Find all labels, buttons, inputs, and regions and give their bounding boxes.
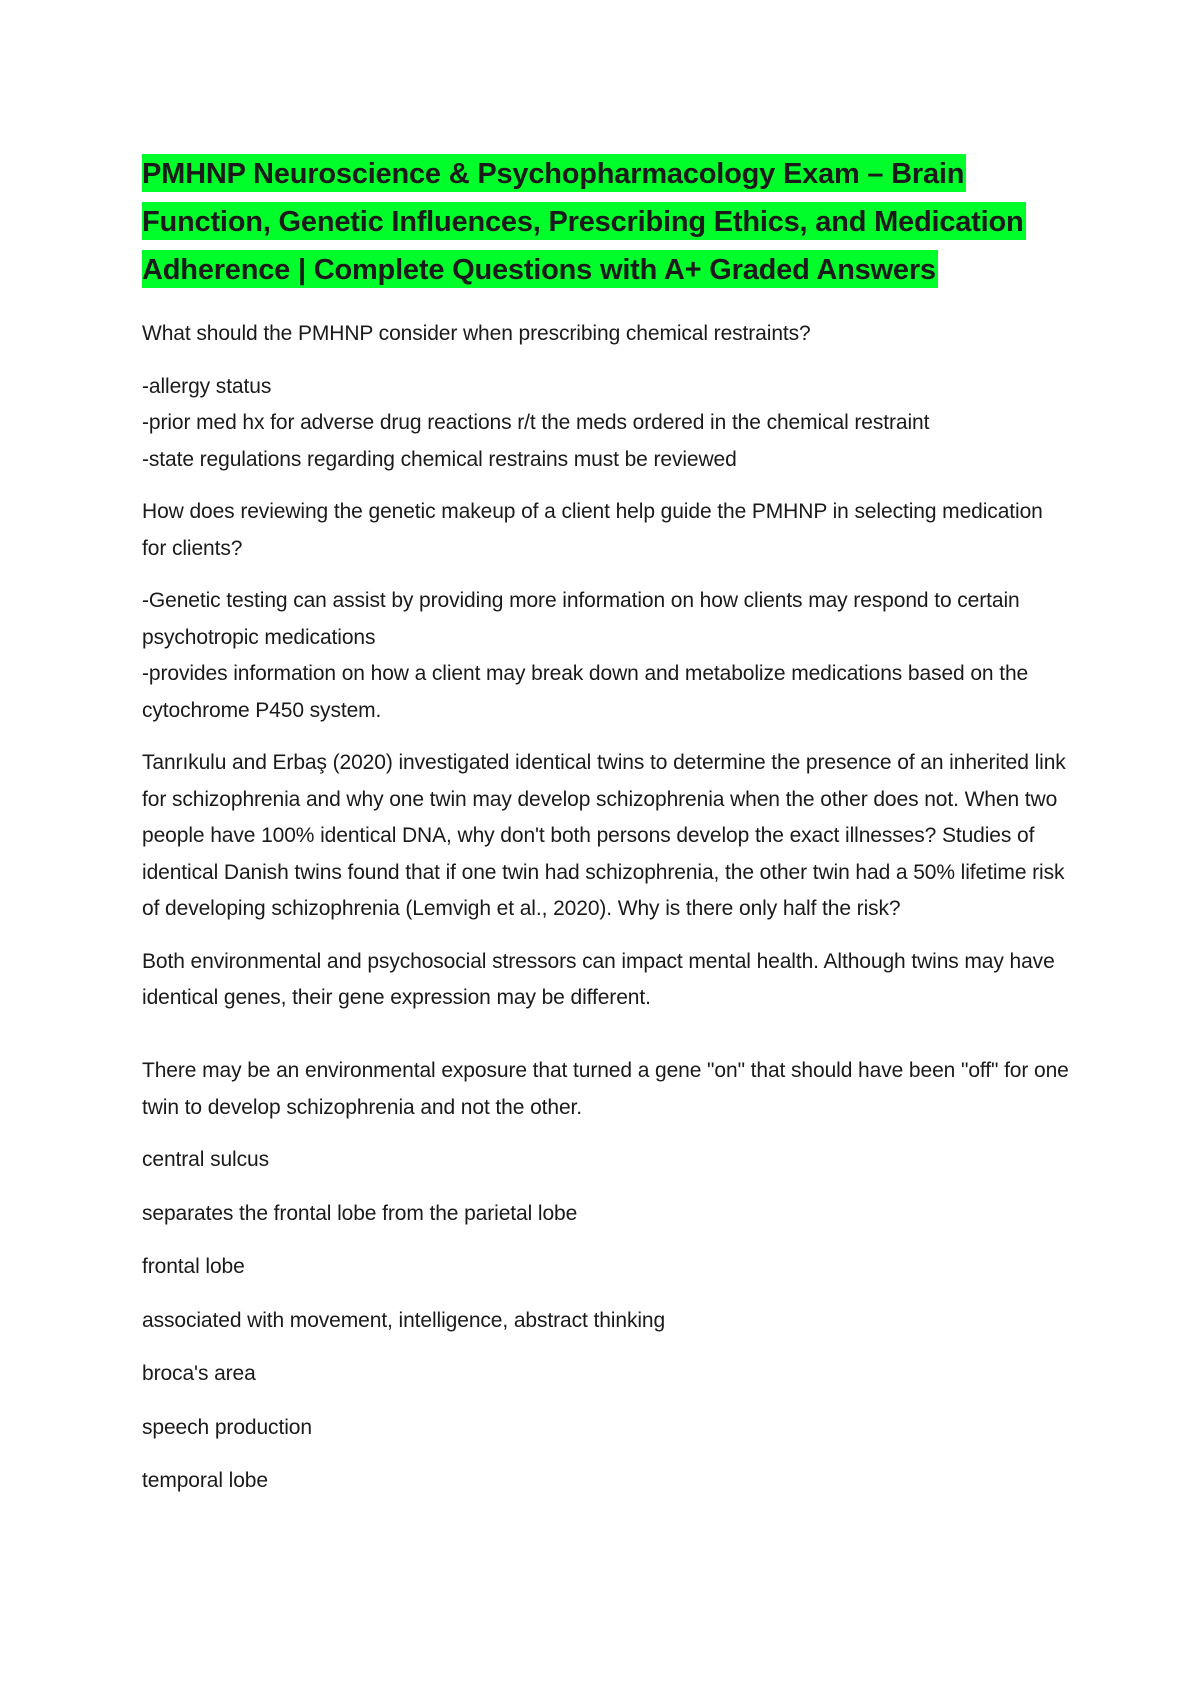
title-highlight: PMHNP Neuroscience & Psychopharmacology Exam – Brain Function, Genetic Influences, Prescribing Ethics, and Medication Adherence | Complete Questions with A+ Graded Answers <box>142 154 1026 288</box>
term-central-sulcus: central sulcus <box>142 1148 269 1171</box>
term-temporal-lobe: temporal lobe <box>142 1469 268 1492</box>
question-identical-twins: Tanrıkulu and Erbaş (2020) investigated identical twins to determine the presence of an inherited link for schizophrenia and why one twin may develop schizophrenia when the other does not. When two people have 100% identical DNA, why don't both persons develop the exact illnesses? Studies of identical Danish twins found that if one twin had schizophrenia, the other twin had a 50% lifetime risk of developing schizophrenia (Lemvigh et al., 2020). Why is there only half the risk? <box>142 751 1066 920</box>
answer-chemical-restraints: -allergy status -prior med hx for adverse drug reactions r/t the meds ordered in the chemical restraint -state regulations regarding chemical restrains must be reviewed <box>142 374 930 471</box>
question-genetic-makeup: How does reviewing the genetic makeup of a client help guide the PMHNP in selecting medication for clients? <box>142 500 1043 560</box>
definition-central-sulcus: separates the frontal lobe from the parietal lobe <box>142 1201 578 1225</box>
document-page <box>142 150 1072 1517</box>
term-brocas-area: broca's area <box>142 1362 256 1385</box>
definition-brocas-area: speech production <box>142 1415 312 1439</box>
document-title <box>142 150 1072 294</box>
answer-genetic-makeup: -Genetic testing can assist by providing more information on how clients may respond to certain psychotropic medications -provides information on how a client may break down and metabolize medications based on the cytochrome P450 system. <box>142 589 1029 722</box>
answer-identical-twins: Both environmental and psychosocial stressors can impact mental health. Although twins may have identical genes, their gene expression may be different. There may be an environmental exposure that turned a gene "on" that should have been "off" for one twin to develop schizophrenia and not the other. <box>142 949 1069 1119</box>
term-frontal-lobe: frontal lobe <box>142 1255 245 1278</box>
definition-frontal-lobe: associated with movement, intelligence, abstract thinking <box>142 1308 666 1332</box>
question-chemical-restraints: What should the PMHNP consider when prescribing chemical restraints? <box>142 322 811 345</box>
